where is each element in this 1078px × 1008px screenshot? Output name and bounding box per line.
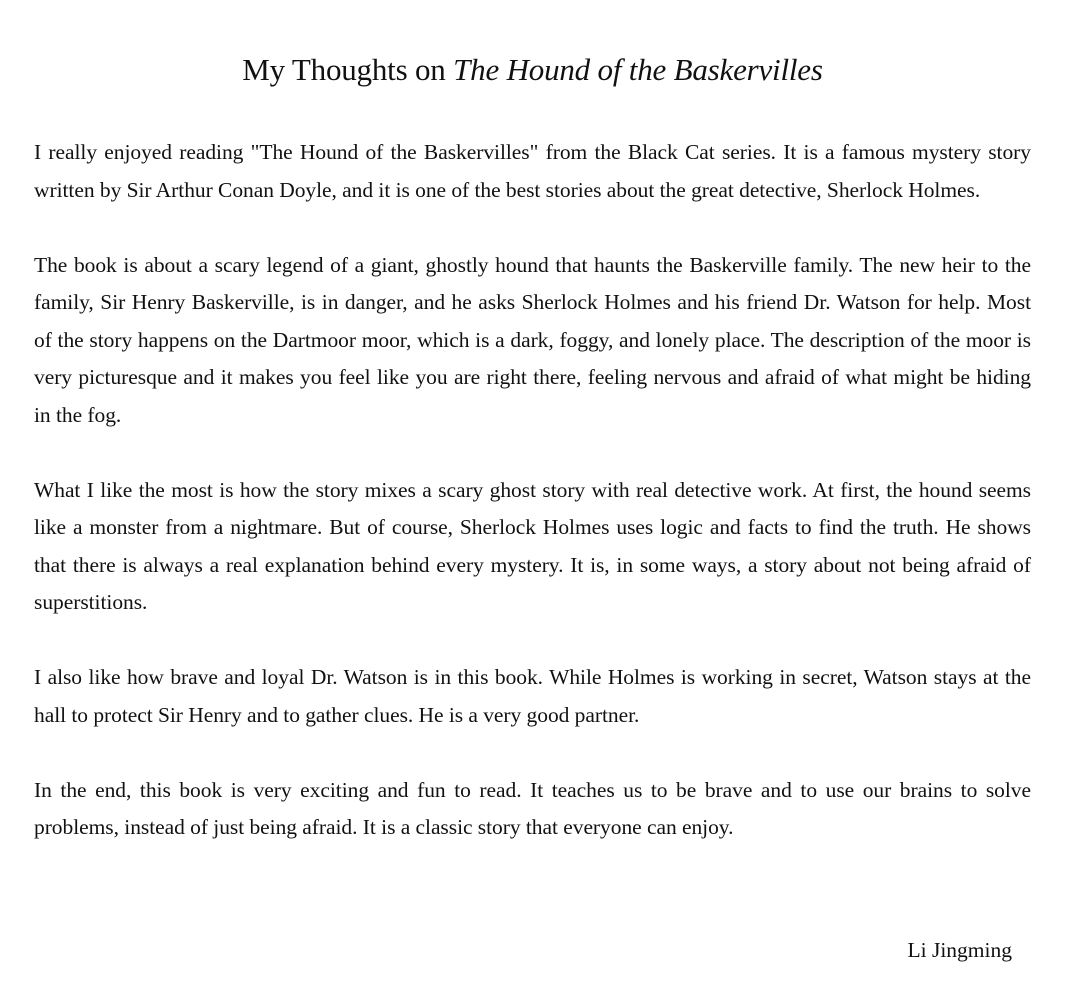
paragraph-watson: I also like how brave and loyal Dr. Watson is in this book. While Holmes is working in secret, Watson stays at the hall to protect Sir Henry and to gather clues. He is a very good partner. [34,665,1031,727]
paragraph-plot: The book is about a scary legend of a giant, ghostly hound that haunts the Baskerville family. The new heir to the family, Sir Henry Baskerville, is in danger, and he asks Sherlock Holmes and his friend Dr. Watson for help. Most of the story happens on the Dartmoor moor, which is a dark, foggy, and lonely place. The description of the moor is very picturesque and it makes you feel like you are right there, feeling nervous and afraid of what might be hiding in the fog. [34,252,1031,427]
document-page [34,48,1031,884]
book-title: The Hound of the Baskervilles [453,52,823,87]
page-title [34,48,1031,92]
paragraph-conclusion: In the end, this book is very exciting and fun to read. It teaches us to be brave and to use our brains to solve problems, instead of just being afraid. It is a classic story that everyone can enjoy. [34,777,1031,839]
author-signature: Li Jingming [907,938,1012,962]
title-prefix: My Thoughts on [242,52,454,87]
paragraph-introduction: I really enjoyed reading "The Hound of the Baskervilles" from the Black Cat series. It is a famous mystery story written by Sir Arthur Conan Doyle, and it is one of the best stories about the great detective, Sherlock Holmes. [34,140,1031,202]
essay-body [34,134,1031,847]
paragraph-favorite-part: What I like the most is how the story mixes a scary ghost story with real detective work. At first, the hound seems like a monster from a nightmare. But of course, Sherlock Holmes uses logic and facts to find the truth. He shows that there is always a real explanation behind every mystery. It is, in some ways, a story about not being afraid of superstitions. [34,477,1031,614]
